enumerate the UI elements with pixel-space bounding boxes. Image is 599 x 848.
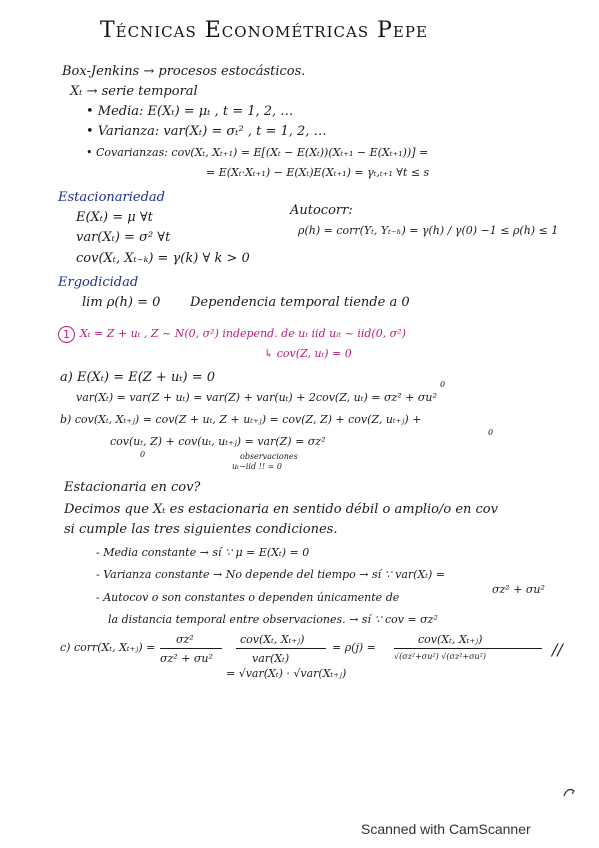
condition-distancia: la distancia temporal entre observaciones. → sí ∵ cov = σz²: [108, 613, 438, 626]
part-c-f3-bar: [394, 648, 542, 649]
autocorr-formula: ρ(h) = corr(Yₜ, Yₜ₋ₕ) = γ(h) / γ(0) −1 ≤ ρ(h) ≤ 1: [298, 224, 559, 237]
intro-varianza: • Varianza: var(Xₜ) = σₜ² , t = 1, 2, …: [86, 124, 327, 139]
part-b-zero-b: 0: [140, 450, 146, 459]
part-a-zero-mark: 0: [440, 380, 446, 389]
estacionariedad-media: E(Xₜ) = μ ∀t: [76, 210, 153, 225]
page-corner-mark-icon: [562, 786, 576, 798]
ergodicidad-heading: Ergodicidad: [58, 275, 139, 290]
part-c-rho: = ρ(j) =: [332, 641, 376, 654]
condition-varianza: - Varianza constante → No depende del tiempo → sí ∵ var(Xₜ) =: [96, 568, 446, 581]
condition-autocov-side: σz² + σu²: [492, 583, 545, 596]
autocorr-label: Autocorr:: [290, 203, 353, 218]
part-c-under: = √var(Xₜ) · √var(Xₜ₊ⱼ): [226, 667, 347, 680]
part-c-f3-den: √(σz²+σu²) √(σz²+σu²): [394, 652, 487, 661]
part-c-f1-bar: [160, 648, 222, 649]
page-title: Técnicas Econométricas Pepe: [100, 18, 428, 43]
part-c-f1-num: σz²: [176, 633, 194, 646]
part-b-line1: b) cov(Xₜ, Xₜ₊ⱼ) = cov(Z + uₜ, Z + uₜ₊ⱼ) = cov(Z, Z) + cov(Z, uₜ₊ⱼ) +: [60, 413, 422, 426]
part-a-line2: var(Xₜ) = var(Z + uₜ) = var(Z) + var(uₜ) + 2cov(Z, uₜ) = σz² + σu²: [76, 391, 437, 404]
part-a-line1: a) E(Xₜ) = E(Z + uₜ) = 0: [60, 370, 216, 385]
camscanner-watermark: Scanned with CamScanner: [361, 821, 531, 837]
estacionaria-question: Estacionaria en cov?: [64, 480, 201, 495]
exercise-sub: ↳ cov(Z, uₜ) = 0: [264, 347, 352, 360]
part-c-f2-num: cov(Xₜ, Xₜ₊ⱼ): [240, 633, 305, 646]
part-b-line2: cov(uₜ, Z) + cov(uₜ, uₜ₊ⱼ) = var(Z) = σz²: [110, 435, 326, 448]
intro-covarianzas-cont: = E(Xₜ·Xₜ₊₁) − E(Xₜ)E(Xₜ₊₁) = γₜ,ₜ₊₁ ∀t ≤ s: [206, 166, 430, 179]
part-b-zero-a: 0: [488, 428, 494, 437]
condition-media: - Media constante → sí ∵ μ = E(Xₜ) = 0: [96, 546, 310, 559]
intro-media: • Media: E(Xₜ) = μₜ , t = 1, 2, …: [86, 104, 294, 119]
intro-serie-temporal: Xₜ → serie temporal: [70, 84, 198, 99]
ergodicidad-formula: lim ρ(h) = 0: [82, 295, 161, 310]
part-b-note-1: observaciones: [240, 452, 298, 461]
part-c-lhs: c) corr(Xₜ, Xₜ₊ⱼ) =: [60, 641, 156, 654]
intro-covarianzas: • Covarianzas: cov(Xₜ, Xₜ₊₁) = E[(Xₜ − E(Xₜ))(Xₜ₊₁ − E(Xₜ₊₁))] =: [86, 146, 429, 159]
part-c-f3-num: cov(Xₜ, Xₜ₊ⱼ): [418, 633, 483, 646]
part-c-end-mark: //: [552, 640, 563, 659]
estacionaria-p2: si cumple las tres siguientes condiciones.: [64, 522, 338, 537]
exercise-number: 1: [58, 326, 75, 343]
condition-autocov: - Autocov o son constantes o dependen únicamente de: [96, 591, 400, 604]
ergodicidad-text: Dependencia temporal tiende a 0: [190, 295, 410, 310]
exercise-statement: Xₜ = Z + uₜ , Z ~ N(0, σ²) independ. de uₜ iid uᵢₜ ~ iid(0, σ²): [80, 327, 406, 340]
estacionariedad-heading: Estacionariedad: [58, 190, 165, 205]
part-c-f2-bar: [236, 648, 326, 649]
part-c-f2-den: var(Xₜ): [252, 652, 290, 665]
estacionariedad-covarianza: cov(Xₜ, Xₜ₋ₖ) = γ(k) ∀ k > 0: [76, 251, 250, 266]
intro-box-jenkins: Box-Jenkins → procesos estocásticos.: [62, 64, 306, 79]
estacionariedad-varianza: var(Xₜ) = σ² ∀t: [76, 230, 171, 245]
estacionaria-p1: Decimos que Xₜ es estacionaria en sentido débil o amplio/o en cov: [64, 502, 498, 517]
part-c-f1-den: σz² + σu²: [160, 652, 213, 665]
part-b-note-2: uₜ~iid !! = 0: [232, 462, 282, 471]
